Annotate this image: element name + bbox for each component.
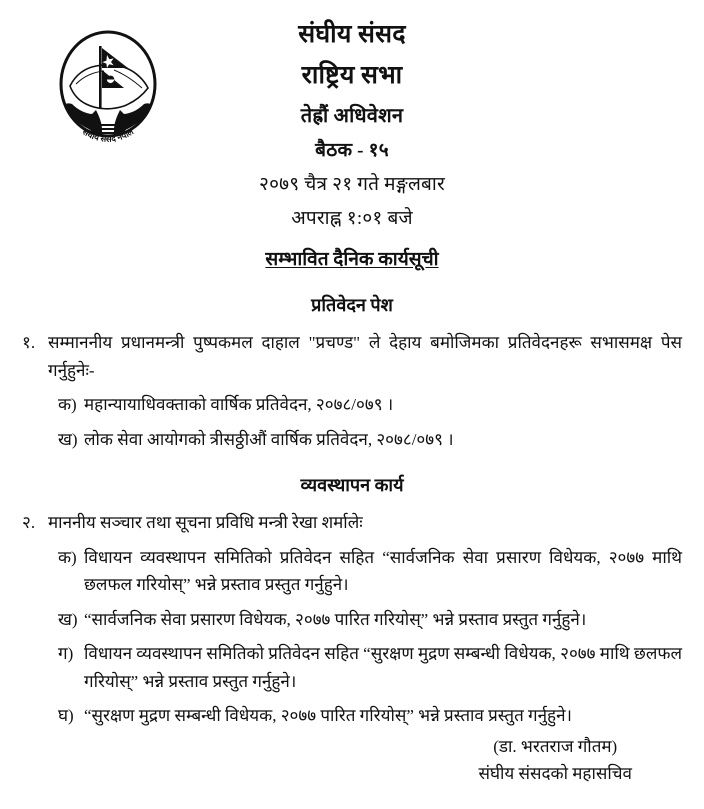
meeting-number: बैठक - १५	[315, 140, 389, 161]
org-title-chamber: राष्ट्रिय सभा	[301, 62, 403, 89]
agenda-subitem-label: ख)	[58, 429, 78, 449]
agenda-subitem	[22, 391, 682, 419]
agenda-subitem-label: क)	[58, 547, 77, 567]
org-title-parliament: संघीय संसद	[298, 21, 406, 48]
agenda-item-text: माननीय सञ्चार तथा सूचना प्रविधि मन्त्री रेखा शर्मालेः	[48, 513, 363, 533]
agenda-subitem	[22, 544, 682, 599]
agenda-subitem-text: “सुरक्षण मुद्रण सम्बन्धी विधेयक, २०७७ पारित गरियोस्” भन्ने प्रस्ताव प्रस्तुत गर्नुहुने।	[84, 706, 572, 726]
agenda-item	[22, 329, 682, 384]
agenda-subitem-label: क)	[58, 395, 77, 415]
agenda-subitem-label: घ)	[58, 706, 74, 726]
document-body	[0, 293, 704, 730]
agenda-subitem	[22, 426, 682, 454]
agenda-subitem-text: विधायन व्यवस्थापन समितिको प्रतिवेदन सहित “सार्वजनिक सेवा प्रसारण विधेयक, २०७७ माथि छलफल गरियोस्” भन्ने प्रस्ताव प्रस्तुत गर्नुहुने।	[84, 547, 682, 595]
agenda-subitem-label: ग)	[58, 644, 74, 664]
meeting-time: अपराह्न १:०१ बजे	[291, 208, 413, 229]
emblem-caption: संघीय संसद नेपाल	[80, 126, 136, 144]
agenda-subitem-text: “सार्वजनिक सेवा प्रसारण विधेयक, २०७७ पारित गरियोस्” भन्ने प्रस्ताव प्रस्तुत गर्नुहुने।	[84, 609, 587, 629]
signature-block	[478, 734, 632, 787]
agenda-item-number: २.	[22, 513, 36, 533]
section-heading-reports: प्रतिवेदन पेश	[311, 295, 393, 315]
signatory-name: (डा. भरतराज गौतम)	[493, 737, 618, 757]
agenda-item-number: १.	[22, 333, 36, 352]
session-number: तेह्रौं अधिवेशन	[300, 105, 404, 127]
page-title: सम्भावित दैनिक कार्यसूची	[265, 249, 439, 270]
agenda-subitem	[22, 702, 682, 730]
agenda-subitem-text: विधायन व्यवस्थापन समितिको प्रतिवेदन सहित “सुरक्षण मुद्रण सम्बन्धी विधेयक, २०७७ माथि छलफल गरियोस्” भन्ने प्रस्ताव प्रस्तुत गर्नुहुने।	[84, 644, 682, 691]
agenda-subitem	[22, 640, 682, 695]
agenda-item	[22, 509, 682, 537]
meeting-date: २०७९ चैत्र २१ गते मङ्गलबार	[259, 174, 445, 195]
agenda-item-text: सम्माननीय प्रधानमन्त्री पुष्पकमल दाहाल "प्रचण्ड" ले देहाय बमोजिमका प्रतिवेदनहरू सभासमक्ष पेस गर्नुहुनेः-	[48, 333, 682, 380]
agenda-subitem-text: महान्यायाधिवक्ताको वार्षिक प्रतिवेदन, २०७८/०७९ ।	[84, 395, 394, 415]
agenda-subitem-label: ख)	[58, 609, 78, 629]
agenda-subitem-text: लोक सेवा आयोगको त्रीसठ्ठीऔं वार्षिक प्रतिवेदन, २०७८/०७९ ।	[84, 429, 454, 449]
section-heading-legislative-business: व्यवस्थापन कार्य	[300, 475, 404, 496]
agenda-subitem	[22, 606, 682, 634]
federal-parliament-nepal-emblem	[52, 24, 164, 152]
signatory-role: संघीय संसदको महासचिव	[478, 763, 632, 783]
